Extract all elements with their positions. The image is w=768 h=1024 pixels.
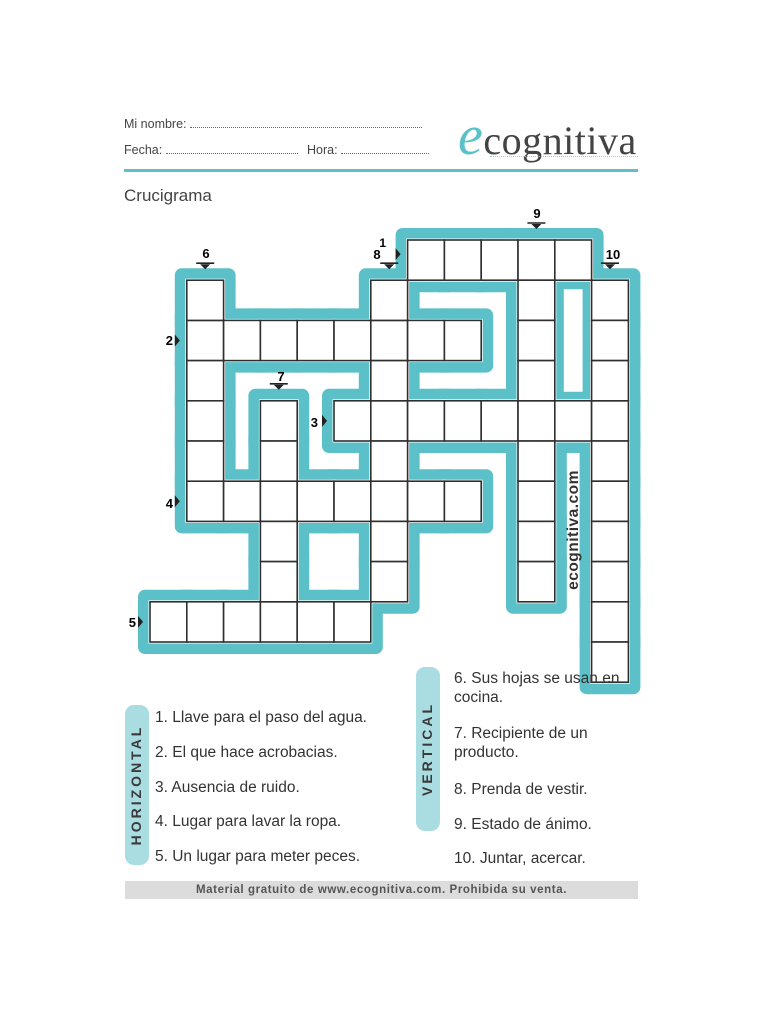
crossword-cell[interactable] (444, 240, 481, 280)
crossword-cell[interactable] (334, 602, 371, 642)
crossword-cell[interactable] (592, 481, 629, 521)
crossword-cell[interactable] (408, 240, 445, 280)
crossword-cell[interactable] (444, 481, 481, 521)
grid-decoration (561, 286, 586, 395)
clue-number-5: 5 (128, 615, 136, 630)
crossword-cell[interactable] (260, 401, 297, 441)
crossword-cell[interactable] (260, 521, 297, 561)
vertical-clue-6-line-1: 6. Sus hojas se usan en (454, 670, 620, 687)
crossword-cell[interactable] (481, 240, 518, 280)
crossword-cell[interactable] (371, 481, 408, 521)
crossword-cell[interactable] (371, 280, 408, 320)
crossword-cell[interactable] (371, 521, 408, 561)
crossword-cell[interactable] (481, 401, 518, 441)
crossword-cell[interactable] (260, 602, 297, 642)
crossword-cell[interactable] (224, 320, 261, 360)
time-label: Hora: (307, 143, 338, 157)
clue-number-1: 1 (379, 236, 386, 250)
crossword-cell[interactable] (592, 401, 629, 441)
horizontal-label: HORIZONTAL (128, 724, 144, 846)
crossword-cell[interactable] (518, 320, 555, 360)
crossword-cell[interactable] (150, 602, 187, 642)
crossword-cell[interactable] (187, 441, 224, 481)
crossword-cell[interactable] (408, 320, 445, 360)
crossword-cell[interactable] (297, 320, 334, 360)
crossword-cell[interactable] (444, 401, 481, 441)
clue-number-9: 9 (533, 206, 541, 221)
crossword-cell[interactable] (224, 481, 261, 521)
vertical-clue-7-line-1: 7. Recipiente de un (454, 725, 588, 742)
crossword-cell[interactable] (260, 441, 297, 481)
logo-text: cognitiva (483, 118, 637, 163)
crossword-cell[interactable] (518, 240, 555, 280)
clue-number-4: 4 (165, 496, 173, 511)
crossword-cell[interactable] (187, 280, 224, 320)
horizontal-clue-2: 2. El que hace acrobacias. (155, 744, 338, 761)
crossword-cell[interactable] (260, 562, 297, 602)
crossword-cell[interactable] (518, 481, 555, 521)
crossword-cell[interactable] (187, 401, 224, 441)
vertical-label: VERTICAL (419, 702, 435, 796)
crossword-cell[interactable] (592, 320, 629, 360)
footer-notice: Material gratuito de www.ecognitiva.com. Prohibida su venta. (125, 881, 638, 899)
crossword-cell[interactable] (260, 320, 297, 360)
page-title: Crucigrama (124, 186, 212, 205)
crossword-cell[interactable] (518, 401, 555, 441)
crossword-cell[interactable] (187, 320, 224, 360)
crossword-cell[interactable] (518, 562, 555, 602)
vertical-clue-7-line-2: producto. (454, 744, 519, 761)
crossword-cell[interactable] (334, 401, 371, 441)
clue-number-7: 7 (277, 369, 285, 384)
crossword-cell[interactable] (371, 401, 408, 441)
crossword-cell[interactable] (592, 562, 629, 602)
crossword-cell[interactable] (297, 602, 334, 642)
crossword-cell[interactable] (334, 481, 371, 521)
vertical-clue-8: 8. Prenda de vestir. (454, 781, 588, 798)
crossword-cell[interactable] (187, 481, 224, 521)
vertical-clue-7 (454, 724, 588, 762)
vertical-clue-10: 10. Juntar, acercar. (454, 850, 586, 867)
decorative-slot (561, 286, 586, 395)
crossword-cell[interactable] (371, 562, 408, 602)
crossword-cell[interactable] (187, 361, 224, 401)
crossword-cell[interactable] (555, 401, 592, 441)
crossword-cell[interactable] (334, 320, 371, 360)
vertical-clue-9: 9. Estado de ánimo. (454, 816, 592, 833)
crossword-cell[interactable] (518, 361, 555, 401)
clue-number-8: 8 (373, 247, 381, 262)
watermark-text: ecognitiva.com (565, 470, 582, 590)
crossword-cell[interactable] (518, 441, 555, 481)
horizontal-clue-4: 4. Lugar para lavar la ropa. (155, 813, 342, 830)
crossword-cell[interactable] (518, 521, 555, 561)
date-label: Fecha: (124, 143, 163, 157)
vertical-clue-6-line-2: cocina. (454, 689, 504, 706)
crossword-cell[interactable] (592, 602, 629, 642)
logo-e: e (458, 105, 484, 167)
name-label: Mi nombre: (124, 117, 187, 131)
crossword-cell[interactable] (592, 521, 629, 561)
horizontal-clue-1: 1. Llave para el paso del agua. (155, 709, 367, 726)
clue-number-2: 2 (165, 333, 173, 348)
crossword-cell[interactable] (260, 481, 297, 521)
crossword-cell[interactable] (408, 481, 445, 521)
horizontal-clue-5: 5. Un lugar para meter peces. (155, 848, 361, 865)
clue-number-10: 10 (605, 247, 621, 262)
crossword-cell[interactable] (371, 361, 408, 401)
crossword-cell[interactable] (297, 481, 334, 521)
crossword-cell[interactable] (224, 602, 261, 642)
crossword-cell[interactable] (592, 441, 629, 481)
crossword-cell[interactable] (555, 240, 592, 280)
crossword-cell[interactable] (444, 320, 481, 360)
crossword-cell[interactable] (408, 401, 445, 441)
crossword-cell[interactable] (518, 280, 555, 320)
crossword-cell[interactable] (592, 280, 629, 320)
horizontal-clue-3: 3. Ausencia de ruido. (155, 779, 300, 796)
crossword-cell[interactable] (371, 441, 408, 481)
crossword-cell[interactable] (592, 361, 629, 401)
vertical-clue-6 (454, 669, 619, 707)
crossword-cell[interactable] (371, 320, 408, 360)
clue-number-6: 6 (202, 246, 210, 261)
clue-number-3: 3 (310, 415, 318, 430)
crossword-cell[interactable] (187, 602, 224, 642)
